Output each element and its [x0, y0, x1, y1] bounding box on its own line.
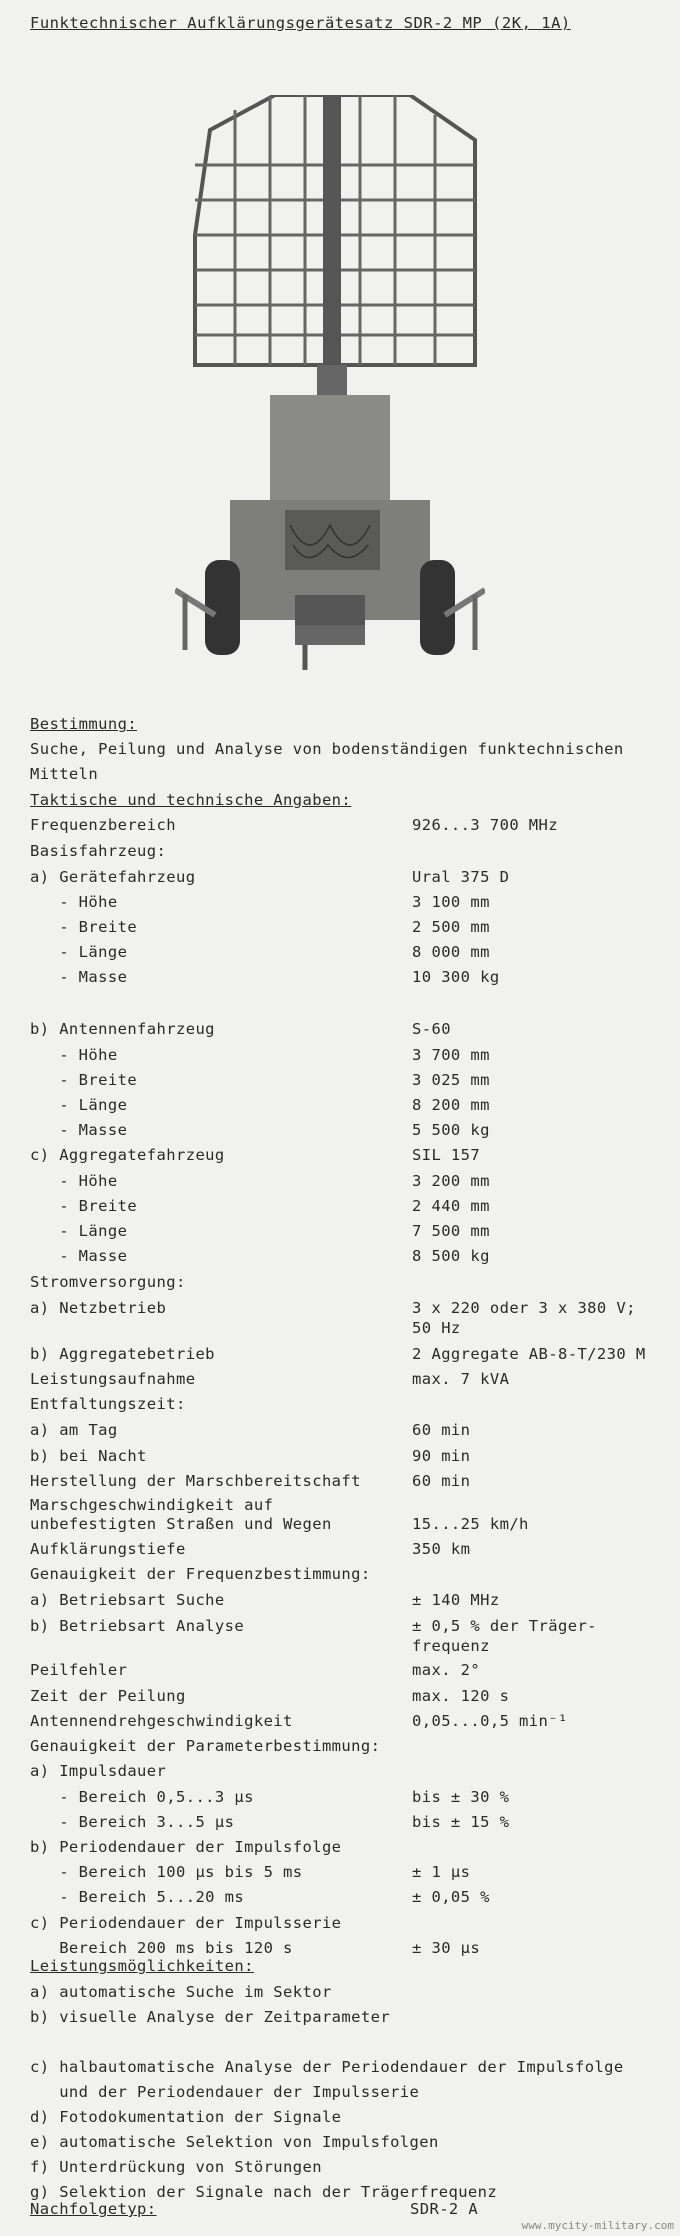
spec-row: [30, 1813, 680, 1835]
leistung-heading: Leistungsmöglichkeiten:: [30, 1957, 254, 1975]
spec-value: 2 440 mm: [412, 1197, 490, 1215]
leistung-item-text: b) visuelle Analyse der Zeitparameter: [30, 2008, 391, 2026]
spec-label: - Länge: [30, 1222, 128, 1240]
leistung-item-text: e) automatische Selektion von Impulsfolgen: [30, 2133, 439, 2151]
bestimmung-text-cont: Mitteln: [30, 765, 99, 783]
spec-label: - Bereich 3...5 µs: [30, 1813, 235, 1831]
spec-row: [30, 1121, 680, 1143]
spec-label: - Bereich 100 µs bis 5 ms: [30, 1863, 303, 1881]
spec-label: - Höhe: [30, 1172, 118, 1190]
spec-label: a) am Tag: [30, 1421, 118, 1439]
spec-row: [30, 1247, 680, 1269]
spec-row: [30, 1687, 680, 1709]
spec-label: - Breite: [30, 1071, 138, 1089]
spec-label: Frequenzbereich: [30, 816, 176, 834]
spec-row: [30, 1319, 680, 1341]
spec-value: max. 120 s: [412, 1687, 510, 1705]
spec-label: Marschgeschwindigkeit auf: [30, 1496, 274, 1514]
spec-row: [30, 1197, 680, 1219]
spec-label: Zeit der Peilung: [30, 1687, 186, 1705]
spec-row: [30, 842, 680, 864]
spec-label: - Masse: [30, 1121, 128, 1139]
leistung-item: [30, 2083, 680, 2105]
spec-value: 15...25 km/h: [412, 1515, 529, 1533]
spec-row: [30, 1565, 680, 1587]
spec-value: ± 1 µs: [412, 1863, 471, 1881]
spec-label: - Höhe: [30, 893, 118, 911]
spec-row: [30, 918, 680, 940]
spec-value: ± 30 µs: [412, 1939, 481, 1957]
spec-label: a) Betriebsart Suche: [30, 1591, 225, 1609]
leistung-item-text: c) halbautomatische Analyse der Periodendauer der Impulsfolge: [30, 2058, 624, 2076]
spec-value: 3 025 mm: [412, 1071, 490, 1089]
spec-value: Ural 375 D: [412, 868, 510, 886]
spec-label: b) bei Nacht: [30, 1447, 147, 1465]
spec-value: ± 0,5 % der Träger-: [412, 1617, 597, 1635]
spec-row: [30, 1046, 680, 1068]
spec-value: 10 300 kg: [412, 968, 500, 986]
spec-row: [30, 1661, 680, 1683]
spec-row: [30, 1737, 680, 1759]
spec-value: 3 200 mm: [412, 1172, 490, 1190]
spec-row: [30, 1299, 680, 1321]
bestimmung-text: Suche, Peilung und Analyse von bodenständigen funktechnischen: [30, 740, 624, 758]
spec-label: - Länge: [30, 1096, 128, 1114]
spec-row: [30, 1222, 680, 1244]
spec-value: 0,05...0,5 min⁻¹: [412, 1712, 568, 1730]
spec-label: - Höhe: [30, 1046, 118, 1064]
spec-value: bis ± 15 %: [412, 1813, 510, 1831]
leistung-item: [30, 2058, 680, 2080]
spec-label: unbefestigten Straßen und Wegen: [30, 1515, 332, 1533]
spec-value: 8 000 mm: [412, 943, 490, 961]
spec-row: [30, 893, 680, 915]
spec-row: [30, 1888, 680, 1910]
spec-label: b) Betriebsart Analyse: [30, 1617, 245, 1635]
spec-value: max. 7 kVA: [412, 1370, 510, 1388]
spec-row: [30, 1838, 680, 1860]
spec-value: 2 Aggregate AB-8-T/230 M: [412, 1345, 646, 1363]
spec-row: [30, 968, 680, 990]
spec-value: 60 min: [412, 1421, 471, 1439]
spec-label: Stromversorgung:: [30, 1273, 186, 1291]
spec-row: [30, 1515, 680, 1537]
antenna-trailer-photo: [175, 95, 485, 670]
spec-label: Peilfehler: [30, 1661, 128, 1679]
spec-value: ± 140 MHz: [412, 1591, 500, 1609]
spec-value: 926...3 700 MHz: [412, 816, 558, 834]
leistung-item: [30, 2158, 680, 2180]
spec-row: [30, 1540, 680, 1562]
spec-value: 3 100 mm: [412, 893, 490, 911]
spec-label: a) Impulsdauer: [30, 1762, 167, 1780]
leistung-item-text: d) Fotodokumentation der Signale: [30, 2108, 342, 2126]
spec-label: b) Periodendauer der Impulsfolge: [30, 1838, 342, 1856]
spec-row: [30, 1071, 680, 1093]
leistung-item: [30, 2008, 680, 2030]
spec-label: - Breite: [30, 918, 138, 936]
spec-label: b) Aggregatebetrieb: [30, 1345, 215, 1363]
spec-row: [30, 1273, 680, 1295]
bestimmung-heading: Bestimmung:: [30, 715, 138, 733]
spec-row: [30, 1863, 680, 1885]
spec-label: Genauigkeit der Parameterbestimmung:: [30, 1737, 381, 1755]
spec-label: a) Gerätefahrzeug: [30, 868, 196, 886]
leistung-item-text: f) Unterdrückung von Störungen: [30, 2158, 322, 2176]
spec-row: [30, 1146, 680, 1168]
spec-row: [30, 1914, 680, 1936]
spec-label: - Masse: [30, 1247, 128, 1265]
spec-label: - Länge: [30, 943, 128, 961]
spec-row: [30, 868, 680, 890]
spec-value: 3 700 mm: [412, 1046, 490, 1064]
spec-value: S-60: [412, 1020, 451, 1038]
spec-row: [30, 1421, 680, 1443]
leistung-item: [30, 2108, 680, 2130]
spec-row: [30, 816, 680, 838]
spec-row: [30, 1712, 680, 1734]
spec-label: c) Periodendauer der Impulsserie: [30, 1914, 342, 1932]
spec-label: a) Netzbetrieb: [30, 1299, 167, 1317]
spec-label: Leistungsaufnahme: [30, 1370, 196, 1388]
watermark: www.mycity-military.com: [521, 2219, 674, 2232]
spec-label: Entfaltungszeit:: [30, 1395, 186, 1413]
leistung-item-text: g) Selektion der Signale nach der Trägerfrequenz: [30, 2183, 498, 2201]
spec-label: Herstellung der Marschbereitschaft: [30, 1472, 361, 1490]
leistung-item-text: a) automatische Suche im Sektor: [30, 1983, 332, 2001]
leistung-item: [30, 1983, 680, 2005]
nachfolge-row: Nachfolgetyp: SDR-2 A: [30, 2200, 479, 2218]
spec-row: [30, 1370, 680, 1392]
spec-row: [30, 1447, 680, 1469]
spec-label: b) Antennenfahrzeug: [30, 1020, 215, 1038]
taktische-heading: Taktische und technische Angaben:: [30, 791, 352, 809]
leistung-item: [30, 2133, 680, 2155]
spec-value: 8 200 mm: [412, 1096, 490, 1114]
spec-value: 50 Hz: [412, 1319, 461, 1337]
spec-row: [30, 1020, 680, 1042]
page-title: Funktechnischer Aufklärungsgerätesatz SDR-2 MP (2K, 1A): [30, 14, 571, 32]
spec-label: - Bereich 0,5...3 µs: [30, 1788, 254, 1806]
spec-label: - Breite: [30, 1197, 138, 1215]
spec-value: max. 2°: [412, 1661, 481, 1679]
spec-label: Genauigkeit der Frequenzbestimmung:: [30, 1565, 371, 1583]
spec-label: Bereich 200 ms bis 120 s: [30, 1939, 293, 1957]
spec-value: frequenz: [412, 1637, 490, 1655]
spec-value: ± 0,05 %: [412, 1888, 490, 1906]
spec-row: [30, 1172, 680, 1194]
spec-row: [30, 1395, 680, 1417]
spec-label: Basisfahrzeug:: [30, 842, 167, 860]
spec-value: 8 500 kg: [412, 1247, 490, 1265]
spec-label: Aufklärungstiefe: [30, 1540, 186, 1558]
leistung-item-text: und der Periodendauer der Impulsserie: [30, 2083, 420, 2101]
spec-row: [30, 1345, 680, 1367]
spec-label: Antennendrehgeschwindigkeit: [30, 1712, 293, 1730]
spec-value: 90 min: [412, 1447, 471, 1465]
spec-row: [30, 943, 680, 965]
spec-label: - Bereich 5...20 ms: [30, 1888, 245, 1906]
spec-value: 60 min: [412, 1472, 471, 1490]
spec-row: [30, 1472, 680, 1494]
spec-label: c) Aggregatefahrzeug: [30, 1146, 225, 1164]
spec-value: 5 500 kg: [412, 1121, 490, 1139]
spec-value: 3 x 220 oder 3 x 380 V;: [412, 1299, 636, 1317]
spec-row: [30, 1591, 680, 1613]
spec-row: [30, 1788, 680, 1810]
spec-row: [30, 1096, 680, 1118]
spec-value: 2 500 mm: [412, 918, 490, 936]
spec-value: bis ± 30 %: [412, 1788, 510, 1806]
spec-row: [30, 1762, 680, 1784]
spec-row: [30, 1617, 680, 1639]
spec-value: SIL 157: [412, 1146, 481, 1164]
spec-label: - Masse: [30, 968, 128, 986]
spec-value: 7 500 mm: [412, 1222, 490, 1240]
spec-row: [30, 1637, 680, 1659]
spec-value: 350 km: [412, 1540, 471, 1558]
